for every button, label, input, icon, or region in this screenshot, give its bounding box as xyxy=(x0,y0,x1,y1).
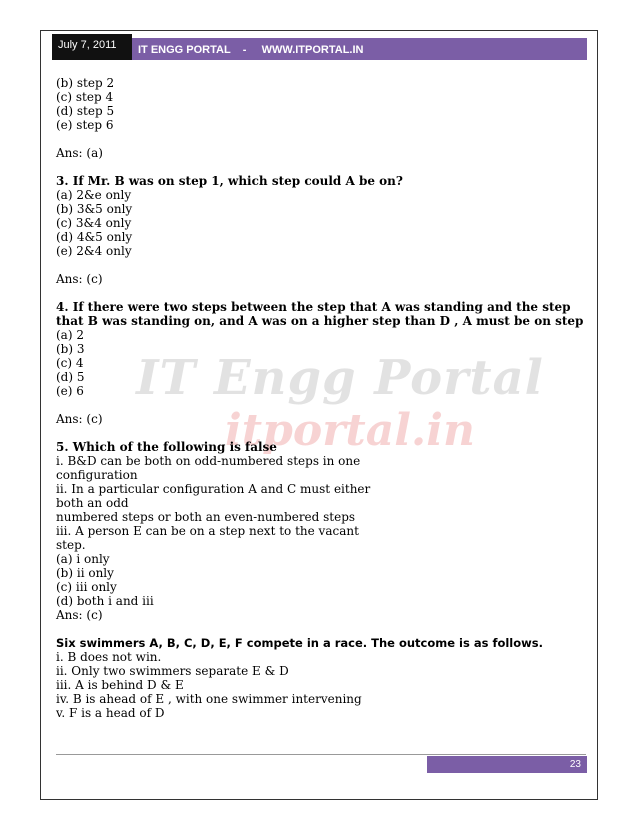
question-5: 5. Which of the following is false xyxy=(56,440,277,454)
option: (a) 2 xyxy=(56,328,84,342)
clue: v. F is a head of D xyxy=(56,706,165,720)
option: (b) step 2 xyxy=(56,76,115,90)
clue: iii. A is behind D & E xyxy=(56,678,184,692)
header-portal-band: IT ENGG PORTAL - WWW.ITPORTAL.IN xyxy=(132,38,587,60)
option: (d) 5 xyxy=(56,370,85,384)
option: (d) step 5 xyxy=(56,104,115,118)
option: (d) 4&5 only xyxy=(56,230,133,244)
option: (b) 3&5 only xyxy=(56,202,133,216)
clue: ii. Only two swimmers separate E & D xyxy=(56,664,289,678)
option: (a) 2&e only xyxy=(56,188,132,202)
question-4: 4. If there were two steps between the step that A was standing and the step that B was standing on, and A was on a higher step than D , A must be on step xyxy=(56,300,584,328)
page-content xyxy=(56,76,586,720)
question-3: 3. If Mr. B was on step 1, which step could A be on? xyxy=(56,174,403,188)
option: (e) step 6 xyxy=(56,118,114,132)
statement: i. B&D can be both on odd-numbered steps in one xyxy=(56,454,361,468)
option: (d) both i and iii xyxy=(56,594,154,608)
option: (b) ii only xyxy=(56,566,114,580)
statement: iii. A person E can be on a step next to the vacant xyxy=(56,524,359,538)
statement: configuration xyxy=(56,468,138,482)
answer: Ans: (a) xyxy=(56,146,103,160)
statement: both an odd xyxy=(56,496,129,510)
statement: numbered steps or both an even-numbered steps xyxy=(56,510,356,524)
answer: Ans: (c) xyxy=(56,608,103,622)
swimmers-heading: Six swimmers A, B, C, D, E, F compete in a race. The outcome is as follows. xyxy=(56,636,543,650)
option: (a) i only xyxy=(56,552,110,566)
answer: Ans: (c) xyxy=(56,272,103,286)
statement: ii. In a particular configuration A and C must either xyxy=(56,482,371,496)
footer-divider xyxy=(56,754,586,755)
answer: Ans: (c) xyxy=(56,412,103,426)
clue: i. B does not win. xyxy=(56,650,162,664)
watermark-title: IT Engg Portal xyxy=(136,350,544,406)
page-number: 23 xyxy=(427,756,587,773)
option: (c) iii only xyxy=(56,580,117,594)
option: (c) 4 xyxy=(56,356,84,370)
watermark-url: itportal.in xyxy=(225,405,475,456)
option: (c) step 4 xyxy=(56,90,114,104)
clue: iv. B is ahead of E , with one swimmer intervening xyxy=(56,692,362,706)
header-date: July 7, 2011 xyxy=(52,34,132,60)
option: (c) 3&4 only xyxy=(56,216,132,230)
option: (e) 2&4 only xyxy=(56,244,132,258)
option: (b) 3 xyxy=(56,342,85,356)
option: (e) 6 xyxy=(56,384,84,398)
statement: step. xyxy=(56,538,86,552)
